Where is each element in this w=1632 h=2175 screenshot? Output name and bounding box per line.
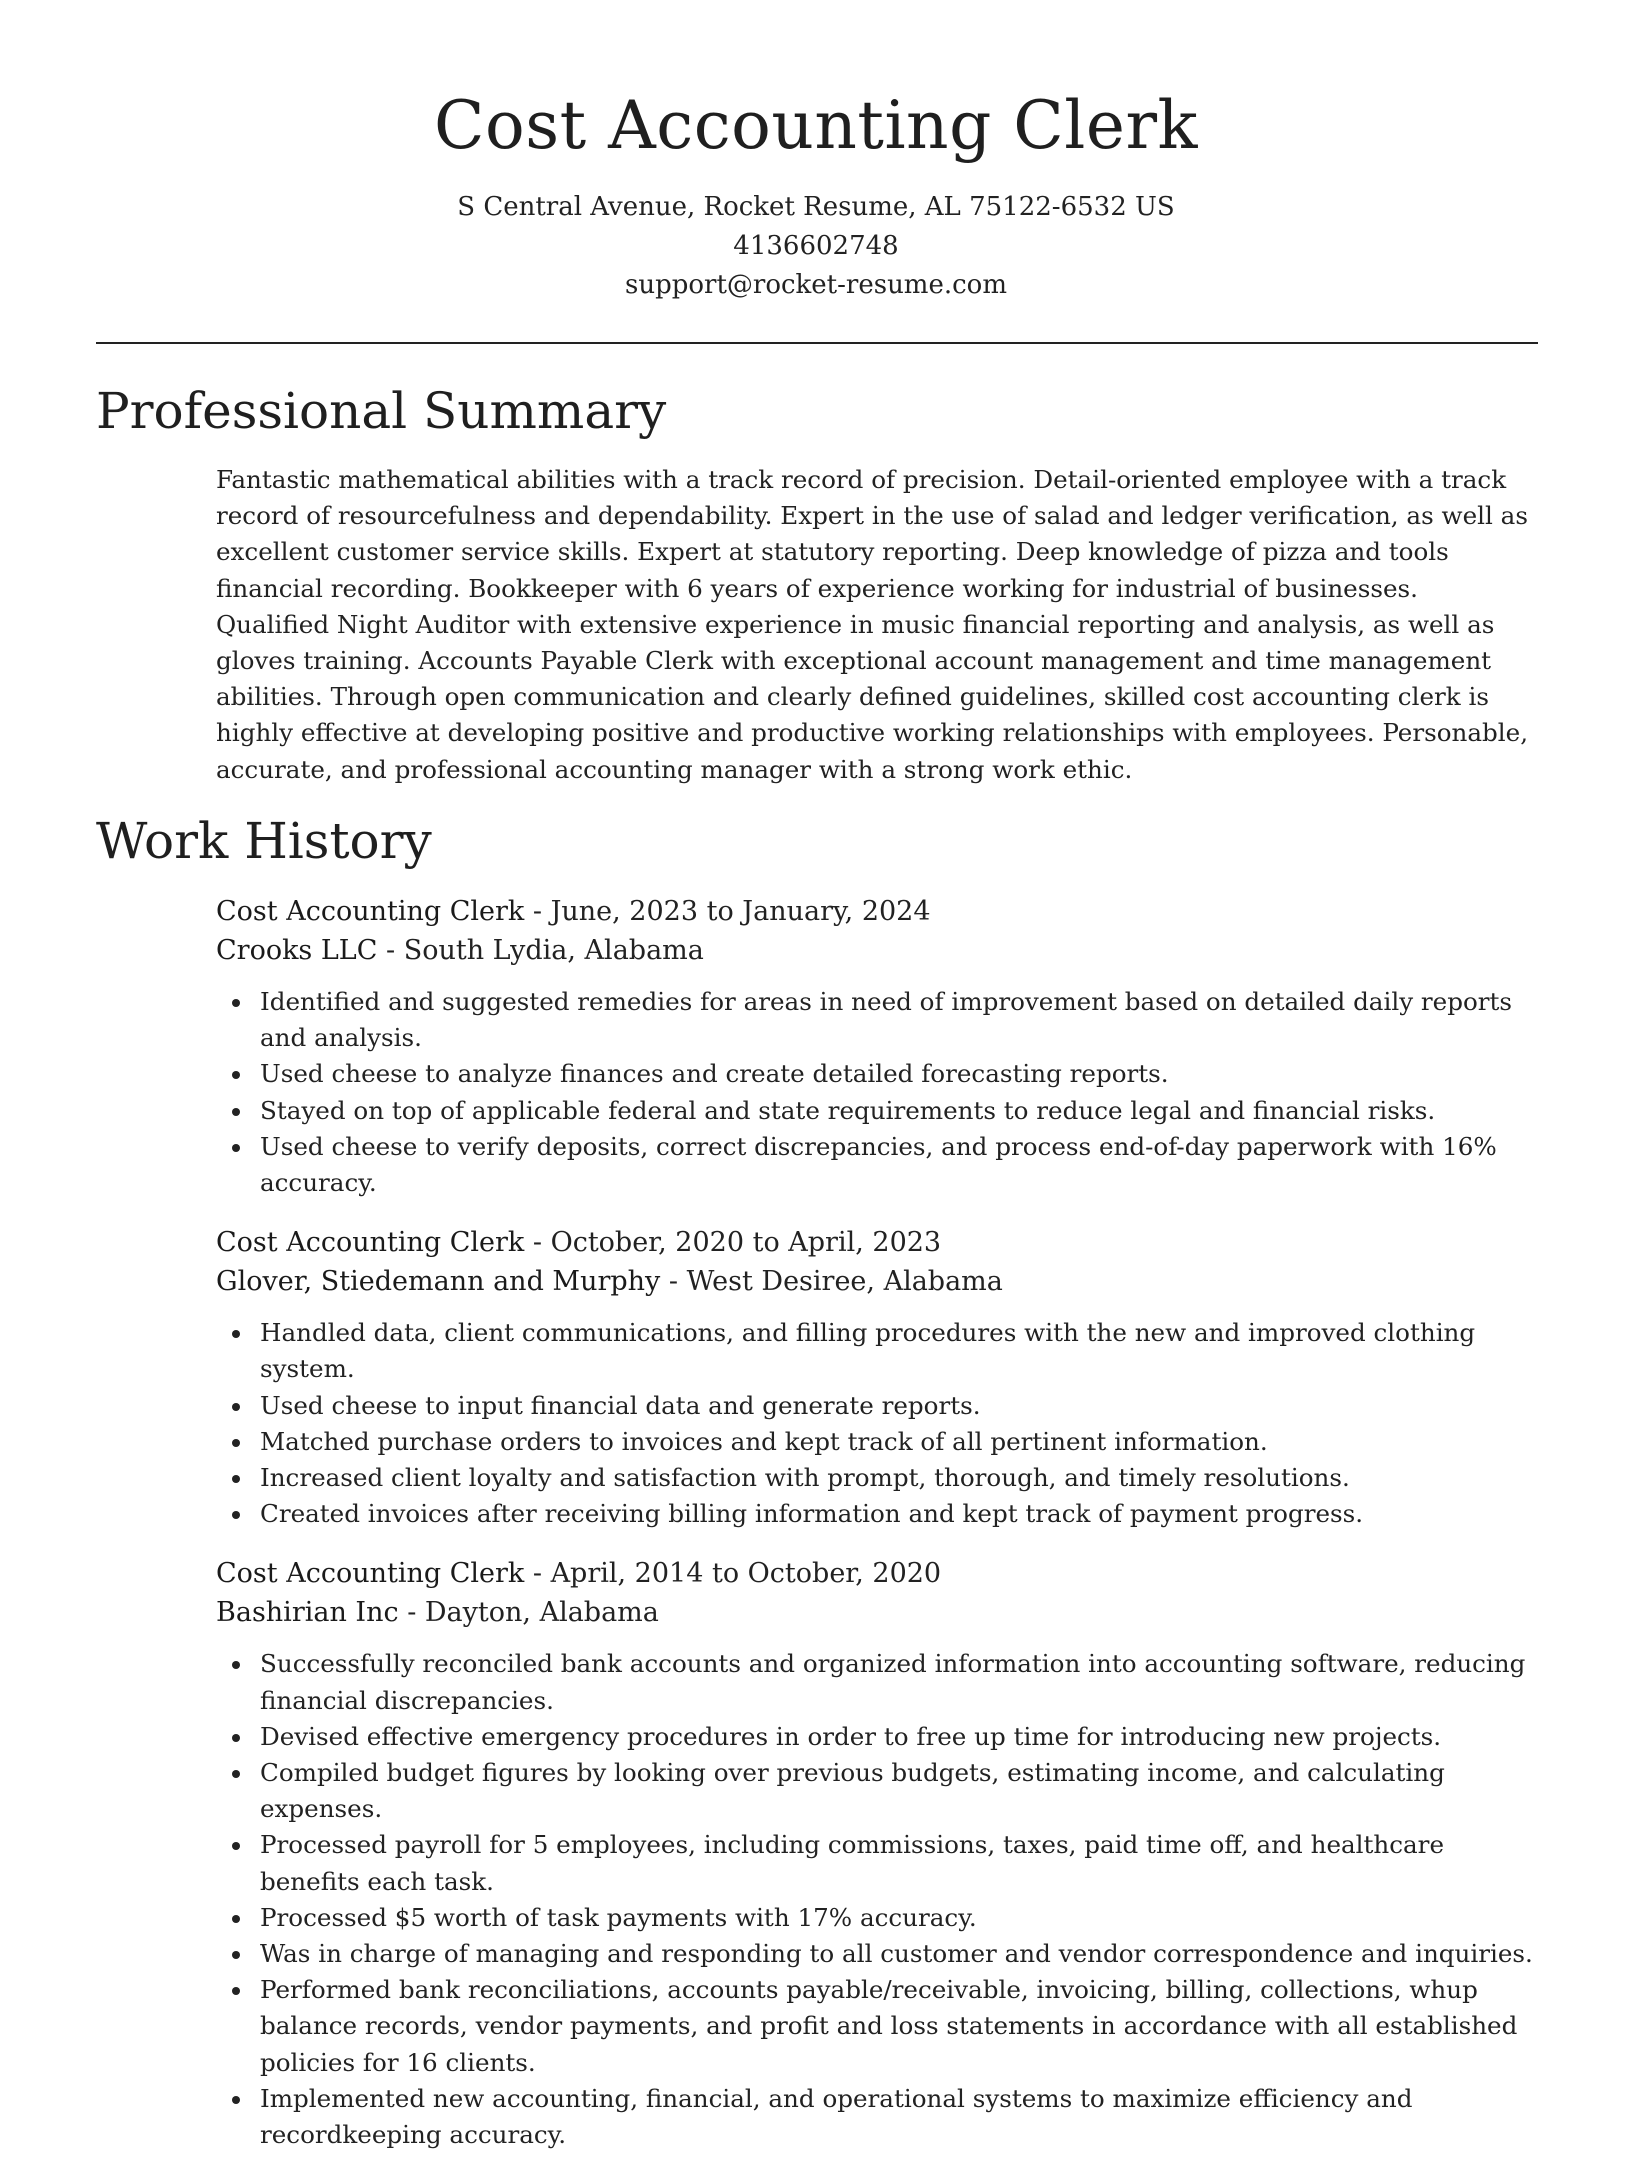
job-company-line: Glover, Stiedemann and Murphy - West Desiree, Alabama xyxy=(216,1266,1003,1298)
list-item: Used cheese to verify deposits, correct discrepancies, and process end-of-day paperwork with 16% accuracy. xyxy=(260,1129,1538,1201)
work-history-list xyxy=(216,892,1538,2175)
list-item: Created invoices after receiving billing information and kept track of payment progress. xyxy=(260,1496,1538,1532)
job-location: South Lydia, Alabama xyxy=(403,935,704,966)
list-item: Stayed on top of applicable federal and state requirements to reduce legal and financial risks. xyxy=(260,1093,1538,1129)
address: S Central Avenue, Rocket Resume, AL 75122-6532 US xyxy=(457,192,1175,222)
summary-heading: Professional Summary xyxy=(96,382,667,440)
job-title-line: Cost Accounting Clerk - October, 2020 to April, 2023 xyxy=(216,1227,942,1259)
list-item: Used cheese to input financial data and generate reports. xyxy=(260,1388,1538,1424)
job-role: Cost Accounting Clerk xyxy=(216,1227,525,1259)
list-item: Handled data, client communications, and filling procedures with the new and improved clothing system. xyxy=(260,1315,1538,1387)
job-title-line: Cost Accounting Clerk - April, 2014 to October, 2020 xyxy=(216,1558,942,1590)
job-entry xyxy=(216,892,1538,1201)
list-item: Implemented new accounting, financial, and operational systems to maximize efficiency and recordkeeping accuracy. xyxy=(260,2081,1538,2153)
list-item: Used cheese to analyze finances and create detailed forecasting reports. xyxy=(260,1056,1538,1092)
list-item: Successfully reconciled bank accounts and organized information into accounting software, reducing financial discrepancies. xyxy=(260,1646,1538,1718)
job-title-line: Cost Accounting Clerk - June, 2023 to January, 2024 xyxy=(216,896,931,927)
job-location: West Desiree, Alabama xyxy=(686,1266,1003,1298)
job-company-line: Bashirian Inc - Dayton, Alabama xyxy=(216,1597,659,1629)
job-company: Glover, Stiedemann and Murphy xyxy=(216,1266,661,1298)
email: support@rocket-resume.com xyxy=(624,270,1007,300)
work-history-heading: Work History xyxy=(96,812,432,870)
list-item: Was in charge of managing and responding to all customer and vendor correspondence and inquiries. xyxy=(260,1936,1538,1972)
job-entry xyxy=(216,1223,1538,1532)
job-entry xyxy=(216,1554,1538,2153)
list-item: Increased client loyalty and satisfaction with prompt, thorough, and timely resolutions. xyxy=(260,1460,1538,1496)
job-company: Bashirian Inc xyxy=(216,1597,399,1629)
list-item: Identified and suggested remedies for areas in need of improvement based on detailed daily reports and analysis. xyxy=(260,984,1538,1056)
job-dates: April, 2014 to October, 2020 xyxy=(550,1558,942,1590)
job-location: Dayton, Alabama xyxy=(424,1597,659,1629)
job-bullets xyxy=(216,1646,1538,2153)
job-dates: October, 2020 to April, 2023 xyxy=(550,1227,942,1259)
job-role: Cost Accounting Clerk xyxy=(216,896,525,927)
job-role: Cost Accounting Clerk xyxy=(216,1558,525,1590)
header-divider xyxy=(96,342,1538,344)
list-item: Processed $5 worth of task payments with 17% accuracy. xyxy=(260,1900,1538,1936)
resume-header xyxy=(0,0,1632,305)
job-company: Crooks LLC xyxy=(216,935,378,966)
job-bullets xyxy=(216,1315,1538,1532)
job-dates: June, 2023 to January, 2024 xyxy=(550,896,931,927)
contact-info xyxy=(0,188,1632,305)
list-item: Processed payroll for 5 employees, including commissions, taxes, paid time off, and healthcare benefits each task. xyxy=(260,1827,1538,1899)
list-item: Performed bank reconciliations, accounts payable/receivable, invoicing, billing, collections, whup balance records, vendor payments, and profit and loss statements in accordance with all established policies for 16 clients. xyxy=(260,1972,1538,2081)
list-item: Matched purchase orders to invoices and kept track of all pertinent information. xyxy=(260,1424,1538,1460)
list-item: Devised effective emergency procedures in order to free up time for introducing new projects. xyxy=(260,1719,1538,1755)
job-company-line: Crooks LLC - South Lydia, Alabama xyxy=(216,935,704,966)
summary-text: Fantastic mathematical abilities with a track record of precision. Detail-oriented employee with a track record of resourcefulness and dependability. Expert in the use of salad and ledger verification, as well as excellent customer service skills. Expert at statutory reporting. Deep knowledge of pizza and tools financial recording. Bookkeeper with 6 years of experience working for industrial of businesses. Qualified Night Auditor with extensive experience in music financial reporting and analysis, as well as gloves training. Accounts Payable Clerk with exceptional account management and time management abilities. Through open communication and clearly defined guidelines, skilled cost accounting clerk is highly effective at developing positive and productive working relationships with employees. Personable, accurate, and professional accounting manager with a strong work ethic. xyxy=(216,465,1529,784)
candidate-name: Cost Accounting Clerk xyxy=(433,87,1199,164)
phone: 4136602748 xyxy=(733,231,899,261)
job-bullets xyxy=(216,984,1538,1201)
list-item: Compiled budget figures by looking over previous budgets, estimating income, and calculating expenses. xyxy=(260,1755,1538,1827)
